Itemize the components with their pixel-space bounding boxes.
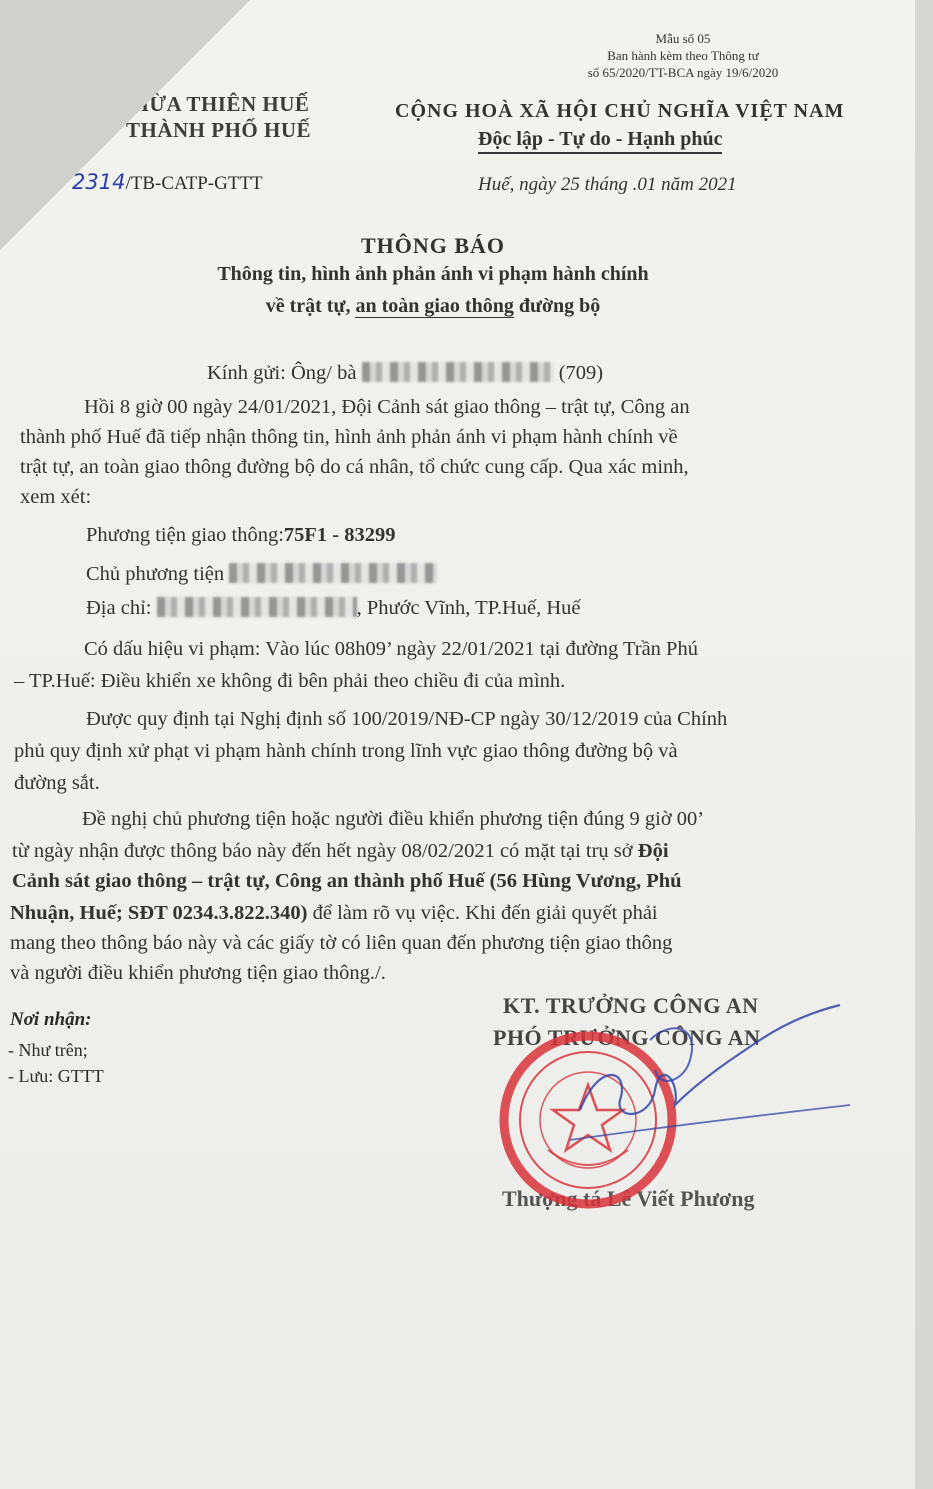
paragraph-1-line-4: xem xét:: [20, 486, 92, 508]
ref-code: /TB-CATP-GTTT: [125, 173, 263, 194]
request-line-6: và người điều khiển phương tiện giao thông./.: [10, 962, 386, 984]
org-line-1: THỪA THIÊN HUẾ: [118, 92, 310, 116]
request-line-5: mang theo thông báo này và các giấy tờ có liên quan đến phương tiện giao thông: [10, 932, 673, 954]
request-line-3: Cảnh sát giao thông – trật tự, Công an thành phố Huế (56 Hùng Vương, Phú: [12, 870, 682, 892]
rule-line-2: phủ quy định xử phạt vi phạm hành chính trong lĩnh vực giao thông đường bộ và: [14, 740, 678, 762]
paragraph-1-line-1: Hồi 8 giờ 00 ngày 24/01/2021, Đội Cảnh sát giao thông – trật tự, Công an: [84, 396, 690, 418]
signature-title-2: PHÓ TRƯỞNG CÔNG AN: [493, 1025, 761, 1050]
form-circular: số 65/2020/TT-BCA ngày 19/6/2020: [587, 65, 779, 80]
page-edge: [915, 0, 933, 1489]
signer-name: Thượng tá Lê Viết Phương: [502, 1186, 755, 1211]
greeting: Kính gửi: Ông/ bà (709): [207, 362, 604, 384]
form-number: Mẫu số 05: [655, 31, 711, 46]
ref-handwritten: 2314: [72, 170, 126, 194]
vehicle-line: Phương tiện giao thông:75F1 - 83299: [86, 524, 396, 546]
nation-title: CỘNG HOÀ XÃ HỘI CHỦ NGHĨA VIỆT NAM: [395, 100, 845, 122]
motto: Độc lập - Tự do - Hạnh phúc: [478, 128, 722, 154]
redacted-name: [362, 362, 554, 382]
address-line: Địa chỉ: , Phước Vĩnh, TP.Huế, Huế: [86, 597, 581, 619]
folded-corner: [0, 0, 250, 250]
redacted-address: [157, 597, 357, 617]
owner-line: Chủ phương tiện: [86, 563, 437, 586]
document-date: Huế, ngày 25 tháng .01 năm 2021: [478, 174, 737, 195]
recipient-2: - Lưu: GTTT: [8, 1066, 104, 1086]
signature-title-1: KT. TRƯỞNG CÔNG AN: [503, 993, 759, 1018]
handwritten-signature-icon: [560, 1000, 860, 1160]
form-issued: Ban hành kèm theo Thông tư: [607, 48, 759, 63]
subtitle-line-1: Thông tin, hình ảnh phản ánh vi phạm hành chính: [217, 263, 649, 285]
form-number-block: [548, 30, 818, 81]
recipients-title: Nơi nhận:: [10, 1009, 92, 1030]
subtitle-line-2: về trật tự, an toàn giao thông đường bộ: [265, 295, 601, 317]
rule-line-1: Được quy định tại Nghị định số 100/2019/NĐ-CP ngày 30/12/2019 của Chính: [86, 708, 728, 730]
request-line-1: Đề nghị chủ phương tiện hoặc người điều khiển phương tiện đúng 9 giờ 00’: [82, 808, 705, 830]
paragraph-1-line-3: trật tự, an toàn giao thông đường bộ do cá nhân, tổ chức cung cấp. Qua xác minh,: [20, 456, 689, 478]
document-title: THÔNG BÁO: [360, 233, 506, 258]
violation-line-1: Có dấu hiệu vi phạm: Vào lúc 08h09’ ngày 22/01/2021 tại đường Trần Phú: [84, 638, 698, 660]
request-line-2: từ ngày nhận được thông báo này đến hết ngày 08/02/2021 có mặt tại trụ sở Đội: [12, 840, 669, 862]
redacted-owner: [229, 563, 437, 583]
rule-line-3: đường sắt.: [14, 772, 100, 794]
recipient-1: - Như trên;: [8, 1040, 88, 1060]
org-line-2: THÀNH PHỐ HUẾ: [126, 118, 312, 142]
request-line-4: Nhuận, Huế; SĐT 0234.3.822.340) để làm rõ vụ việc. Khi đến giải quyết phải: [10, 902, 658, 924]
paragraph-1-line-2: thành phố Huế đã tiếp nhận thông tin, hình ảnh phản ánh vi phạm hành chính về: [20, 426, 678, 448]
violation-line-2: – TP.Huế: Điều khiển xe không đi bên phải theo chiều đi của mình.: [14, 670, 566, 692]
vehicle-plate: 75F1 - 83299: [283, 524, 396, 546]
